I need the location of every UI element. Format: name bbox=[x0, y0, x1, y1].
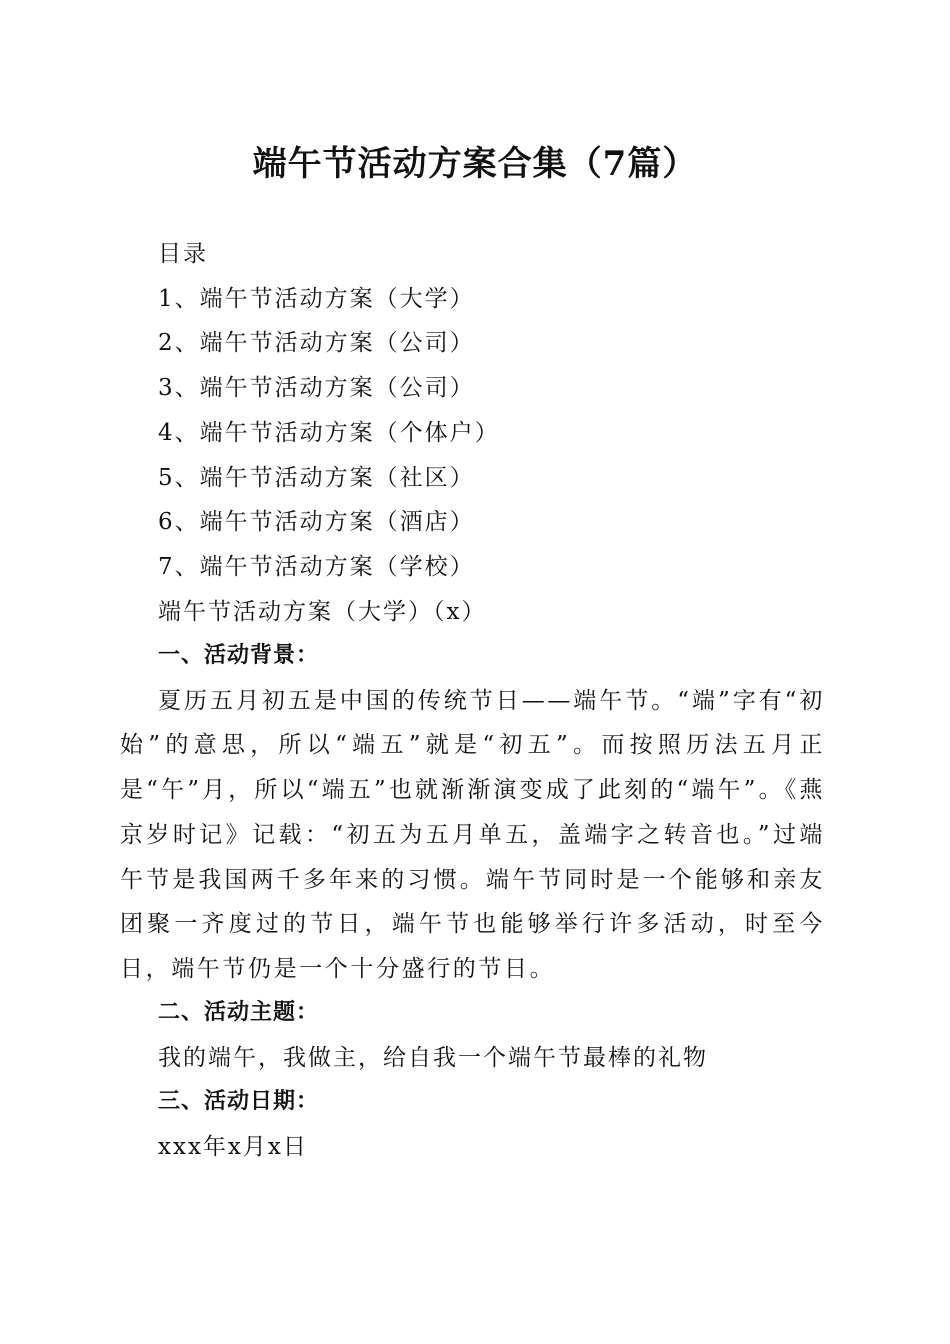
toc-item: 1、端午节活动方案（大学） bbox=[158, 285, 475, 312]
toc-item: 3、端午节活动方案（公司） bbox=[158, 375, 475, 402]
table-of-contents bbox=[158, 232, 500, 634]
section-background bbox=[120, 634, 825, 992]
toc-item: 7、端午节活动方案（学校） bbox=[158, 553, 475, 580]
section-theme bbox=[120, 991, 825, 1170]
toc-heading: 目录 bbox=[158, 241, 208, 267]
toc-item: 5、端午节活动方案（社区） bbox=[158, 464, 475, 491]
theme-text: 我的端午，我做主，给自我一个端午节最棒的礼物 bbox=[158, 1044, 708, 1071]
background-heading: 一、活动背景： bbox=[158, 643, 320, 668]
toc-item: 4、端午节活动方案（个体户） bbox=[158, 419, 500, 446]
theme-heading: 二、活动主题： bbox=[158, 1000, 320, 1025]
date-text: xxx年x月x日 bbox=[158, 1134, 308, 1161]
toc-item: 2、端午节活动方案（公司） bbox=[158, 330, 475, 357]
toc-item: 6、端午节活动方案（酒店） bbox=[158, 509, 475, 536]
background-paragraph: 夏历五月初五是中国的传统节日——端午节。“端”字有“初始”的意思，所以“端五”就是“初五”。而按照历法五月正是“午”月，所以“端五”也就渐渐演变成了此刻的“端午”。《燕京岁时记》记载：“初五为五月单五，盖端字之转音也。”过端午节是我国两千多年来的习惯。端午节同时是一个能够和亲友团聚一齐度过的节日，端午节也能够举行许多活动，时至今日，端午节仍是一个十分盛行的节日。 bbox=[120, 687, 825, 982]
document-title: 端午节活动方案合集（7篇） bbox=[252, 144, 698, 184]
date-heading: 三、活动日期： bbox=[158, 1089, 320, 1115]
section-title: 端午节活动方案（大学）（x） bbox=[158, 598, 487, 625]
